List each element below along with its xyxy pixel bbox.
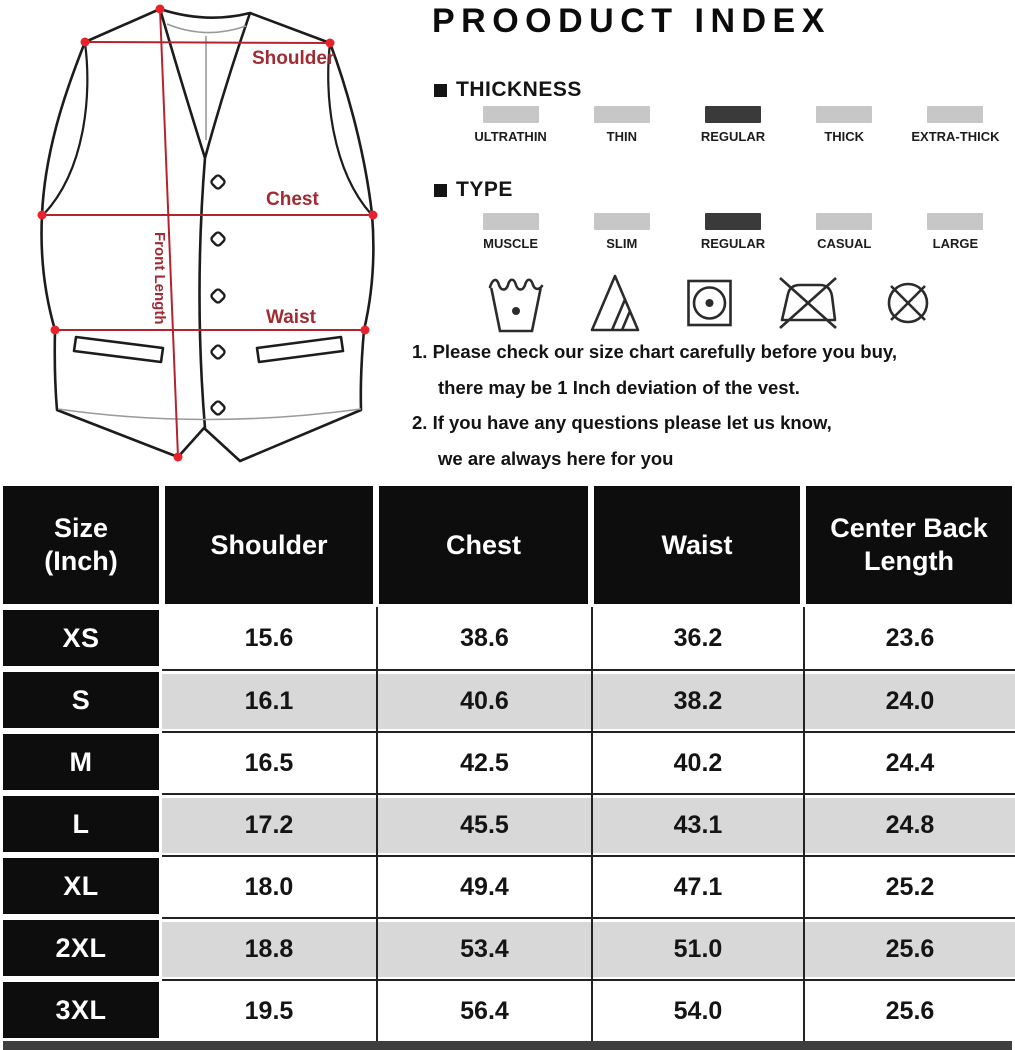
- thickness-heading: [434, 78, 582, 102]
- table-cell: 49.4: [376, 855, 591, 917]
- type-option-label: SLIM: [606, 236, 638, 251]
- table-cell: 51.0: [591, 917, 803, 979]
- type-swatch-selected: [705, 213, 761, 230]
- table-cell: 56.4: [376, 979, 591, 1041]
- table-cell: 25.6: [803, 979, 1015, 1041]
- note-line-4: we are always here for you: [438, 448, 674, 469]
- table-cell: 38.6: [376, 607, 591, 669]
- table-cell: 54.0: [591, 979, 803, 1041]
- care-symbols: [487, 269, 933, 337]
- type-heading-label: TYPE: [456, 178, 513, 201]
- chest-label: Chest: [266, 189, 319, 210]
- bullet-square-icon: [434, 184, 447, 197]
- shoulder-line: [85, 42, 330, 43]
- header-line: Center Back: [830, 513, 988, 544]
- type-swatch: [927, 213, 983, 230]
- header-line: Chest: [445, 529, 521, 560]
- thickness-option-label: EXTRA-THICK: [911, 129, 1000, 144]
- table-header-chest: [376, 483, 591, 607]
- header-line: Waist: [661, 529, 733, 560]
- table-cell: 16.1: [162, 669, 376, 731]
- table-header-size: [0, 483, 162, 607]
- type-option-label: LARGE: [932, 236, 979, 251]
- thickness-options: [455, 106, 1011, 144]
- thickness-heading-label: THICKNESS: [456, 78, 582, 101]
- type-swatch: [594, 213, 650, 230]
- type-heading: [434, 178, 513, 202]
- vest-outline: [42, 9, 374, 461]
- header-line: Length: [864, 546, 954, 576]
- size-label-l: L: [0, 793, 162, 855]
- type-options: [455, 213, 1011, 251]
- table-cell: 18.8: [162, 917, 376, 979]
- table-cell: 45.5: [376, 793, 591, 855]
- type-swatch: [816, 213, 872, 230]
- table-cell: 40.6: [376, 669, 591, 731]
- front-length-label: Front Length: [151, 232, 168, 325]
- table-cell: 25.2: [803, 855, 1015, 917]
- header-line: Shoulder: [210, 529, 328, 560]
- table-cell: 17.2: [162, 793, 376, 855]
- table-cell: 25.6: [803, 917, 1015, 979]
- header-line: (Inch): [44, 546, 118, 576]
- size-label-2xl: 2XL: [0, 917, 162, 979]
- type-swatch: [483, 213, 539, 230]
- size-label-m: M: [0, 731, 162, 793]
- machine-wash-icon: [487, 271, 545, 335]
- thickness-option-thick: [789, 106, 900, 144]
- type-option-label: CASUAL: [817, 236, 872, 251]
- header-line: Size: [53, 513, 109, 544]
- type-option-casual: [789, 213, 900, 251]
- size-label-s: S: [0, 669, 162, 731]
- table-cell: 24.4: [803, 731, 1015, 793]
- thickness-swatch: [483, 106, 539, 123]
- waist-label: Waist: [266, 307, 316, 328]
- thickness-option-label: REGULAR: [700, 129, 766, 144]
- table-cell: 53.4: [376, 917, 591, 979]
- table-cell: 42.5: [376, 731, 591, 793]
- table-cell: 38.2: [591, 669, 803, 731]
- table-cell: 16.5: [162, 731, 376, 793]
- non-chlorine-bleach-icon: [590, 272, 640, 334]
- size-label-xs: XS: [0, 607, 162, 669]
- note-line-2: there may be 1 Inch deviation of the vest.: [438, 377, 800, 398]
- vest-measurement-diagram: [0, 0, 405, 483]
- table-cell: 36.2: [591, 607, 803, 669]
- table-header-shoulder: [162, 483, 376, 607]
- note-line-1: 1. Please check our size chart carefully before you buy,: [412, 341, 897, 362]
- table-cell: 24.8: [803, 793, 1015, 855]
- thickness-option-label: THIN: [606, 129, 637, 144]
- thickness-swatch-selected: [705, 106, 761, 123]
- type-option-slim: [566, 213, 677, 251]
- do-not-dry-clean-icon: [883, 274, 933, 332]
- tumble-dry-icon: [686, 274, 733, 332]
- size-chart-table: [0, 483, 1015, 1050]
- type-option-label: MUSCLE: [483, 236, 539, 251]
- thickness-swatch: [927, 106, 983, 123]
- size-label-3xl: 3XL: [0, 979, 162, 1041]
- table-cell: 47.1: [591, 855, 803, 917]
- table-cell: 43.1: [591, 793, 803, 855]
- thickness-option-extra-thick: [900, 106, 1011, 144]
- table-header-waist: [591, 483, 803, 607]
- thickness-swatch: [816, 106, 872, 123]
- type-option-muscle: [455, 213, 566, 251]
- page-title: PROODUCT INDEX: [432, 2, 831, 40]
- table-cell: 24.0: [803, 669, 1015, 731]
- table-header-center-back-length: [803, 483, 1015, 607]
- note-line-3: 2. If you have any questions please let us know,: [412, 412, 832, 433]
- do-not-iron-icon: [778, 272, 838, 334]
- table-cell: 23.6: [803, 607, 1015, 669]
- table-cell: 40.2: [591, 731, 803, 793]
- type-option-large: [900, 213, 1011, 251]
- type-option-regular: [677, 213, 788, 251]
- thickness-option-label: ULTRATHIN: [474, 129, 547, 144]
- table-cell: 15.6: [162, 607, 376, 669]
- bullet-square-icon: [434, 84, 447, 97]
- table-bottom-bar: [0, 1041, 1015, 1050]
- shoulder-label: Shoulder: [252, 48, 335, 69]
- thickness-option-label: THICK: [824, 129, 865, 144]
- type-option-label: REGULAR: [700, 236, 766, 251]
- thickness-swatch: [594, 106, 650, 123]
- thickness-option-ultrathin: [455, 106, 566, 144]
- size-label-xl: XL: [0, 855, 162, 917]
- table-cell: 18.0: [162, 855, 376, 917]
- table-cell: 19.5: [162, 979, 376, 1041]
- thickness-option-regular: [677, 106, 788, 144]
- thickness-option-thin: [566, 106, 677, 144]
